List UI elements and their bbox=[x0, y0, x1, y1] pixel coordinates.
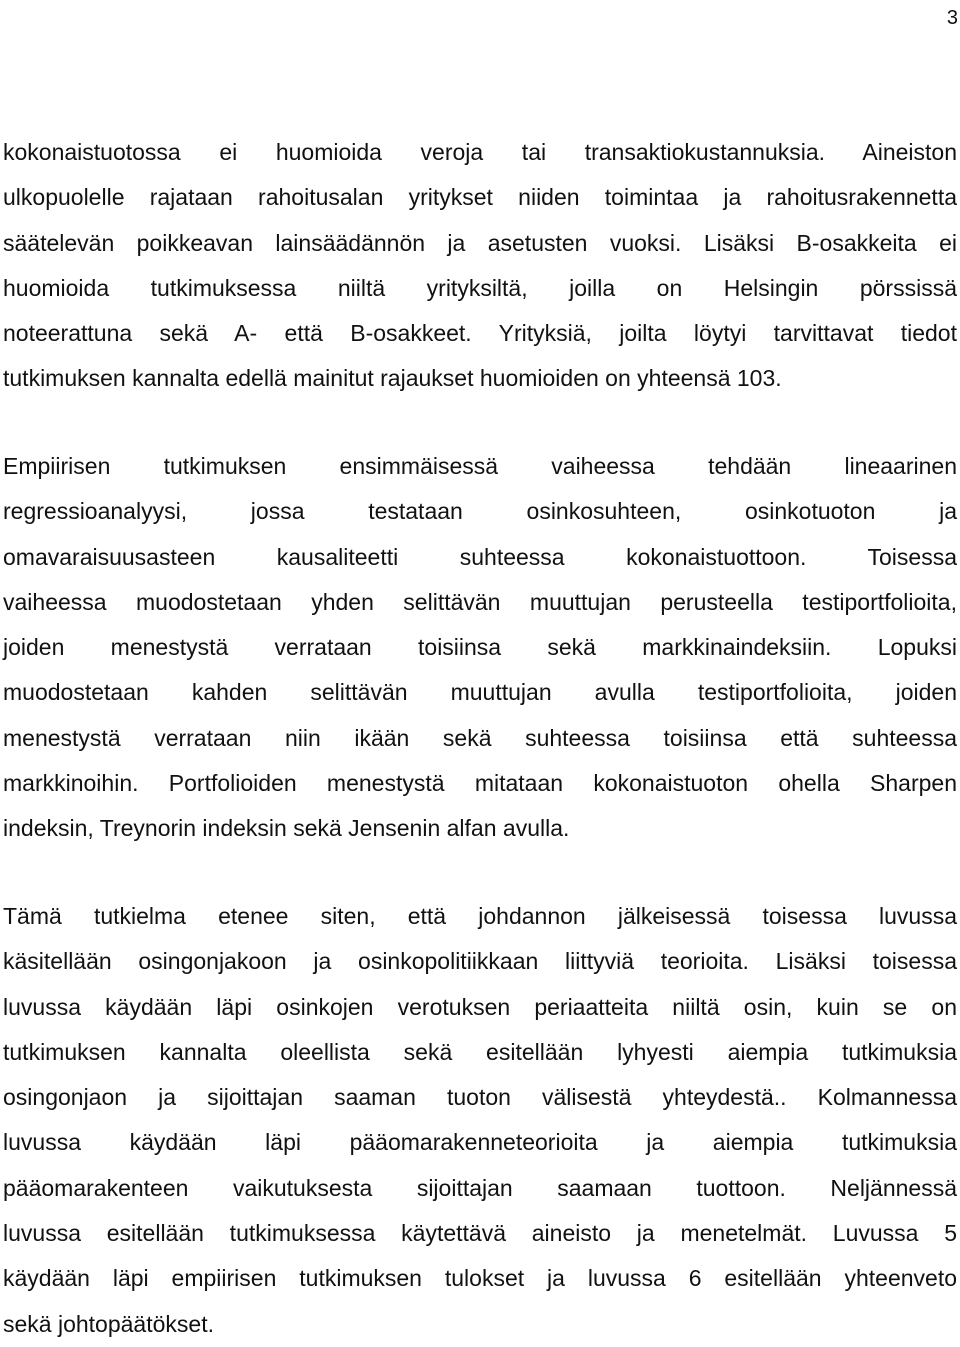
paragraph-line: Tämä tutkielma etenee siten, että johdannon jälkeisessä toisessa luvussa bbox=[3, 903, 957, 929]
paragraph-line: käydään läpi empiirisen tutkimuksen tulokset ja luvussa 6 esitellään yhteenveto bbox=[3, 1265, 957, 1292]
paragraph-line: omavaraisuusasteen kausaliteetti suhteessa kokonaistuottoon. Toisessa bbox=[3, 543, 957, 570]
paragraph-line: markkinoihin. Portfolioiden menestystä mitataan kokonaistuoton ohella Sharpen bbox=[3, 770, 957, 797]
paragraph-line: säätelevän poikkeavan lainsäädännön ja asetusten vuoksi. Lisäksi B-osakkeita ei bbox=[3, 229, 957, 256]
paragraph-line: luvussa esitellään tutkimuksessa käytettävä aineisto ja menetelmät. Luvussa 5 bbox=[3, 1220, 957, 1247]
paragraph-line: tutkimuksen kannalta oleellista sekä esitellään lyhyesti aiempia tutkimuksia bbox=[3, 1038, 957, 1065]
paragraph-line: muodostetaan kahden selittävän muuttujan avulla testiportfolioita, joiden bbox=[3, 679, 957, 706]
paragraph-line: vaiheessa muodostetaan yhden selittävän muuttujan perusteella testiportfolioita, bbox=[3, 588, 957, 615]
paragraph-line: indeksin, Treynorin indeksin sekä Jensenin alfan avulla. bbox=[3, 815, 570, 842]
page-number: 3 bbox=[946, 7, 958, 29]
paragraph-line: tutkimuksen kannalta edellä mainitut rajaukset huomioiden on yhteensä 103. bbox=[3, 365, 782, 392]
paragraph-data-scope bbox=[3, 130, 957, 402]
paragraph-line: osingonjaon ja sijoittajan saaman tuoton välisestä yhteydestä.. Kolmannessa bbox=[3, 1084, 957, 1111]
paragraph-line: luvussa käydään läpi pääomarakenneteorioita ja aiempia tutkimuksia bbox=[3, 1129, 957, 1156]
paragraph-empirical-method bbox=[3, 444, 957, 852]
paragraph-line: pääomarakenteen vaikutuksesta sijoittajan saamaan tuottoon. Neljännessä bbox=[3, 1174, 957, 1201]
paragraph-line: regressioanalyysi, jossa testataan osinkosuhteen, osinkotuoton ja bbox=[3, 498, 957, 525]
paragraph-line: huomioida tutkimuksessa niiltä yrityksiltä, joilla on Helsingin pörssissä bbox=[3, 274, 957, 301]
paragraph-line: joiden menestystä verrataan toisiinsa sekä markkinaindeksiin. Lopuksi bbox=[3, 634, 957, 661]
paragraph-line: noteerattuna sekä A- että B-osakkeet. Yrityksiä, joilta löytyi tarvittavat tiedot bbox=[3, 320, 957, 347]
paragraph-line: menestystä verrataan niin ikään sekä suhteessa toisiinsa että suhteessa bbox=[3, 724, 957, 751]
paragraph-line: ulkopuolelle rajataan rahoitusalan yritykset niiden toimintaa ja rahoitusrakennetta bbox=[3, 184, 957, 211]
paragraph-line: luvussa käydään läpi osinkojen verotuksen periaatteita niiltä osin, kuin se on bbox=[3, 993, 957, 1020]
paragraph-structure-overview bbox=[3, 894, 957, 1347]
paragraph-line: Empiirisen tutkimuksen ensimmäisessä vaiheessa tehdään lineaarinen bbox=[3, 453, 957, 479]
paragraph-line: kokonaistuotossa ei huomioida veroja tai transaktiokustannuksia. Aineiston bbox=[3, 139, 957, 165]
paragraph-line: sekä johtopäätökset. bbox=[3, 1310, 214, 1337]
paragraph-line: käsitellään osingonjakoon ja osinkopolitiikkaan liittyviä teorioita. Lisäksi toisessa bbox=[3, 948, 957, 975]
